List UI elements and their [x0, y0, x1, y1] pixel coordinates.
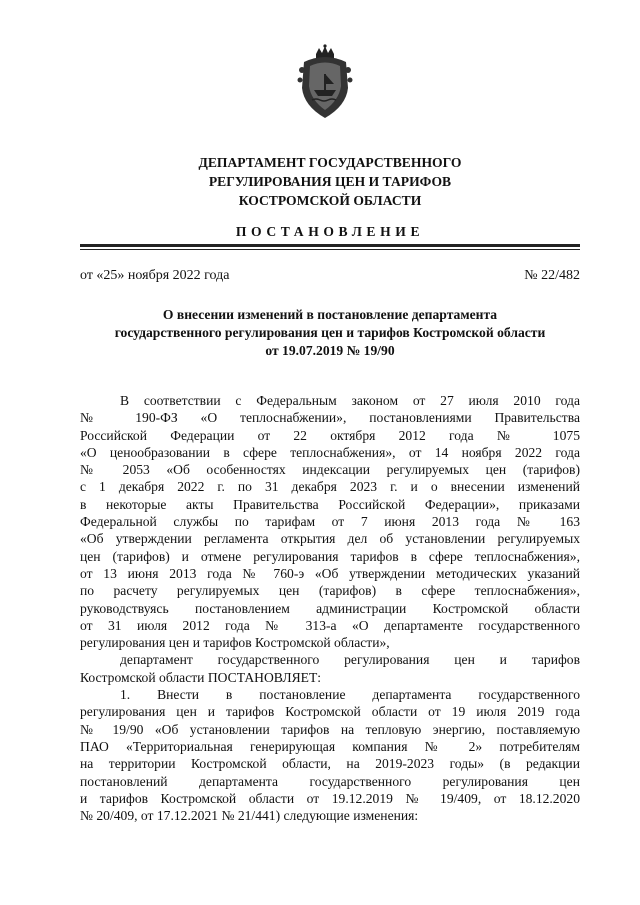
document-date: от «25» ноября 2022 года [80, 268, 230, 283]
header-divider-thin [80, 249, 580, 250]
document-type: ПОСТАНОВЛЕНИЕ [235, 224, 425, 239]
body-line: № 19/90 «Об установлении тарифов на тепловую энергию, поставляемую [80, 721, 580, 737]
header-divider-thick [80, 244, 580, 247]
title-line-3: от 19.07.2019 № 19/90 [265, 343, 395, 358]
body-line: на территории Костромской области, на 2019-2023 годы» (в редакции [80, 756, 580, 772]
body-line: № 2053 «Об особенностях индексации регулируемых цен (тарифов) [80, 462, 580, 478]
body-line: в некоторые акты Правительства Российской Федерации», приказами [80, 496, 580, 512]
body-line: от 31 июля 2012 года № 313-а «О департаменте государственного [80, 617, 580, 633]
body-line: ПАО «Территориальная генерирующая компания № 2» потребителям [80, 738, 580, 754]
body-line: «О ценообразовании в сфере теплоснабжения», от 14 ноября 2022 года [80, 444, 580, 460]
header-line-2: РЕГУЛИРОВАНИЯ ЦЕН И ТАРИФОВ [208, 174, 452, 189]
body-line: по расчету регулируемых цен (тарифов) в сфере теплоснабжения», [80, 583, 580, 599]
body-line: с 1 декабря 2022 г. по 31 декабря 2023 г. и о внесении изменений [80, 479, 580, 495]
title-line-2: государственного регулирования цен и тарифов Костромской области [114, 325, 546, 340]
body-line: департамент государственного регулирования цен и тарифов [120, 652, 580, 668]
body-line: Российской Федерации от 22 октября 2012 года № 1075 [80, 427, 580, 443]
body-line: регулирования цен и тарифов Костромской области», [80, 635, 390, 651]
body-line: № 190-ФЗ «О теплоснабжении», постановлениями Правительства [80, 410, 580, 426]
body-line: от 13 июня 2013 года № 760-э «Об утверждении методических указаний [80, 565, 580, 581]
body-line: руководствуясь постановлением администрации Костромской области [80, 600, 580, 616]
document-body [80, 392, 580, 824]
body-line: регулирования цен и тарифов Костромской области от 19 июля 2019 года [80, 704, 580, 720]
department-header [80, 153, 580, 210]
body-line: № 20/409, от 17.12.2021 № 21/441) следующие изменения: [80, 808, 419, 824]
header-line-1: ДЕПАРТАМЕНТ ГОСУДАРСТВЕННОГО [198, 155, 462, 170]
body-line: Костромской области ПОСТАНОВЛЯЕТ: [80, 669, 322, 685]
coat-of-arms-icon [296, 44, 354, 124]
body-line: «Об утверждении регламента открытия дел об установлении регулируемых [80, 531, 580, 547]
body-line: постановлений департамента государственного регулирования цен [80, 773, 580, 789]
body-line: В соответствии с Федеральным законом от 27 июля 2010 года [120, 393, 580, 408]
document-number: № 22/482 [524, 268, 580, 283]
body-line: Федеральной службы по тарифам от 7 июня 2013 года № 163 [80, 514, 580, 530]
body-line: и тарифов Костромской области от 19.12.2019 № 19/409, от 18.12.2020 [80, 790, 580, 806]
header-line-3: КОСТРОМСКОЙ ОБЛАСТИ [238, 193, 422, 208]
document-title [80, 306, 580, 360]
body-line: цен (тарифов) и отмене регулирования тарифов в сфере теплоснабжения», [80, 548, 580, 564]
title-line-1: О внесении изменений в постановление департамента [162, 307, 498, 322]
body-line: 1. Внести в постановление департамента государственного [120, 687, 580, 703]
